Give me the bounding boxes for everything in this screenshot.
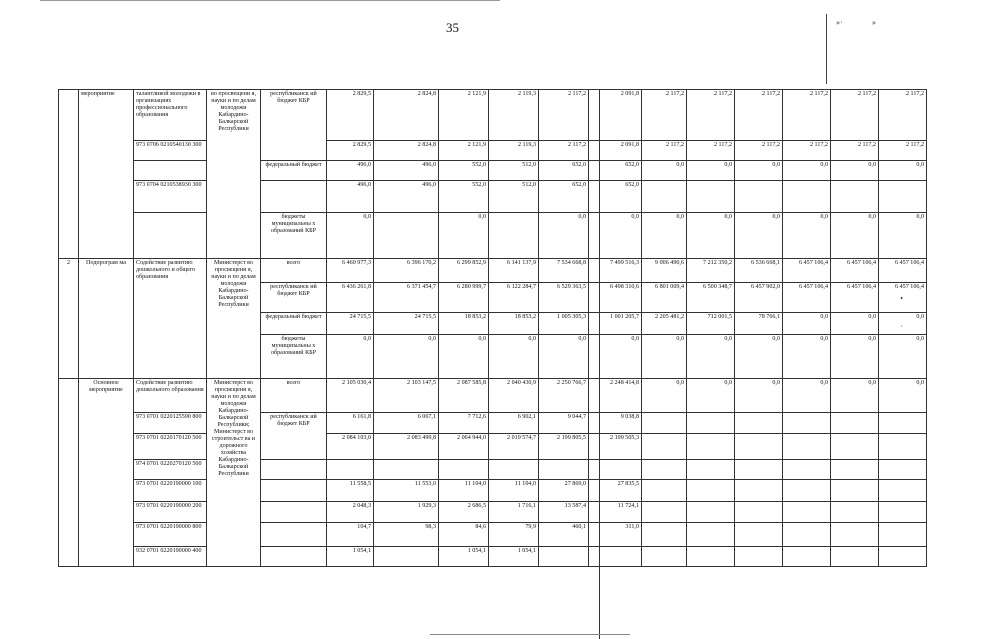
value-cell: 104,7 [327,523,374,547]
value-cell: 496,0 [374,161,439,181]
value-cell: 6 457 106,4 [783,259,831,283]
table-row [59,460,983,480]
value-cell: 2 829,5 [327,141,374,161]
value-cell [539,460,589,480]
value-cell: 552,0 [439,161,489,181]
value-cell: 11 558,5 [327,480,374,502]
value-cell: 6 122 284,7 [489,283,539,313]
value-cell: 2 117,2 [783,90,831,141]
value-cell: 7 212 350,2 [687,259,735,283]
value-cell: 0,0 [327,213,374,259]
value-cell: 2 117,2 [642,90,687,141]
subprogram-number: 2 [59,259,79,379]
source-cell: федеральный бюджет [261,313,327,335]
code-cell: 932 0701 0220190000 400 [134,547,207,567]
value-cell: 0,0 [439,213,489,259]
value-cell: 0,0 [687,213,735,259]
value-cell: 6 536 668,1 [735,259,783,283]
value-cell: 2 117,2 [879,141,927,161]
value-cell [589,460,642,480]
value-cell: 2 117,2 [783,141,831,161]
num-cell [59,90,79,259]
table-row [59,90,983,141]
value-cell [589,547,642,567]
table-row [59,523,983,547]
value-cell: 2 103 147,5 [374,379,439,413]
value-cell: 7 534 668,8 [539,259,589,283]
value-cell: 6 801 009,4 [642,283,687,313]
value-cell: 2 117,2 [831,141,879,161]
value-cell: 0,0 [831,379,879,413]
value-cell: 2 829,5 [327,90,374,141]
value-cell: 6 299 852,9 [439,259,489,283]
value-cell: 9 044,7 [539,413,589,434]
source-cell: республиканск ий бюджет КБР [261,413,327,460]
value-cell: 2 091,8 [589,90,642,141]
page-number: 35 [446,20,459,35]
value-cell: 712 001,5 [687,313,735,335]
value-cell: 18 853,2 [439,313,489,335]
code-cell: 974 0701 0220270120 500 [134,460,207,480]
value-cell [489,460,539,480]
value-cell: 27 835,5 [589,480,642,502]
value-cell: 311,0 [589,523,642,547]
num-cell [59,379,79,567]
corner-mark: » [872,18,876,27]
value-cell: 0,0 [489,335,539,379]
table-row [59,413,983,434]
value-cell: 78 766,1 [735,313,783,335]
value-cell: 0,0 [783,213,831,259]
value-cell: 98,3 [374,523,439,547]
table-row [59,161,983,181]
code-cell: 973 0701 0220190000 100 [134,480,207,502]
value-cell: 0,0 [589,213,642,259]
code-cell [134,161,207,181]
value-cell: 0,0 [589,335,642,379]
source-cell: всего [261,259,327,283]
table-row [59,379,983,413]
value-cell: 0,0 [642,335,687,379]
table-row [59,502,983,523]
value-cell: 652,0 [589,161,642,181]
code-cell [134,213,207,259]
table-row [59,434,983,460]
value-cell: 2 091,8 [589,141,642,161]
value-cell: 0,0 [735,213,783,259]
value-cell: 2 199 805,5 [539,434,589,460]
subprogram-title: Подпрограм ма [79,259,134,379]
subprogram-name: Содействие развитию дошкольного и общего образования [134,259,207,379]
value-cell: 1 054,1 [327,547,374,567]
value-cell: 6 529 363,5 [539,283,589,313]
side-mark: • [900,294,903,303]
value-cell: 2 121,9 [439,90,489,141]
value-cell [374,213,439,259]
value-cell: 2 248 414,8 [589,379,642,413]
code-cell: 973 0701 0220190000 200 [134,502,207,523]
value-cell: 2 199 505,3 [589,434,642,460]
value-cell: 6 457 106,4 [831,283,879,313]
value-cell: 24 715,5 [374,313,439,335]
value-cell: 7 499 516,3 [589,259,642,283]
margin-rule [826,14,827,84]
value-cell: 0,0 [879,213,927,259]
side-mark: · [900,322,903,331]
source-cell: республиканск ий бюджет КБР [261,283,327,313]
value-cell [539,547,589,567]
value-cell: 2 117,2 [687,90,735,141]
value-cell: 27 869,0 [539,480,589,502]
value-cell: 0,0 [879,161,927,181]
value-cell: 2 040 430,9 [489,379,539,413]
value-cell: 0,0 [831,313,879,335]
value-cell: 1 054,1 [489,547,539,567]
value-cell: 9 038,8 [589,413,642,434]
code-cell: 973 0701 0220125590 800 [134,413,207,434]
value-cell: 496,0 [327,181,374,213]
corner-mark: »· [836,18,843,27]
value-cell: 6 500 348,7 [687,283,735,313]
value-cell: 6 457 106,4 [879,259,927,283]
code-cell: 973 0704 0210538930 300 [134,181,207,213]
value-cell: 2 117,2 [735,90,783,141]
value-cell: 2 064 944,0 [439,434,489,460]
value-cell: 2 119,3 [489,90,539,141]
value-cell: 6 371 454,7 [374,283,439,313]
value-cell: 0,0 [735,379,783,413]
value-cell: 6 457 106,4 [783,283,831,313]
value-cell: 2 105 030,4 [327,379,374,413]
value-cell: 2 117,2 [879,90,927,141]
value-cell: 0,0 [687,335,735,379]
value-cell: 0,0 [879,335,927,379]
value-cell: 0,0 [831,161,879,181]
value-cell: 0,0 [831,213,879,259]
value-cell: 0,0 [735,335,783,379]
value-cell: 0,0 [783,313,831,335]
value-cell: 2 083 499,8 [374,434,439,460]
value-cell: 0,0 [831,335,879,379]
table-row [59,213,983,259]
value-cell: 6 396 170,2 [374,259,439,283]
value-cell: 2 686,5 [439,502,489,523]
value-cell: 0,0 [879,379,927,413]
value-cell: 0,0 [439,335,489,379]
value-cell: 9 006 490,6 [642,259,687,283]
value-cell: 24 715,5 [327,313,374,335]
value-cell: 2 117,2 [642,141,687,161]
value-cell: 13 587,4 [539,502,589,523]
value-cell: 0,0 [642,379,687,413]
value-cell [327,460,374,480]
table-row [59,480,983,502]
value-cell: 0,0 [879,313,927,335]
value-cell: 2 205 481,2 [642,313,687,335]
value-cell: 460,1 [539,523,589,547]
value-cell: 2 117,2 [687,141,735,161]
value-cell: 2 824,8 [374,90,439,141]
code-cell: 973 0706 0210540130 300 [134,141,207,161]
value-cell: 652,0 [539,161,589,181]
value-cell: 2 019 574,7 [489,434,539,460]
code-cell: 973 0701 0220170120 500 [134,434,207,460]
row-title: мероприятие [79,90,134,259]
table-row [59,181,983,213]
value-cell: 512,0 [489,181,539,213]
value-cell: 79,9 [489,523,539,547]
value-cell: 2 084 103,0 [327,434,374,460]
value-cell: 6 457 106,4 [831,259,879,283]
value-cell: 6 141 137,9 [489,259,539,283]
value-cell: 7 712,6 [439,413,489,434]
value-cell: 496,0 [327,161,374,181]
value-cell: 11 104,0 [489,480,539,502]
value-cell: 0,0 [687,379,735,413]
value-cell [489,213,539,259]
main-activity-title: Основное мероприятие [79,379,134,567]
value-cell: 0,0 [783,335,831,379]
source-cell: республиканск ий бюджет КБР [261,90,327,161]
source-cell: бюджеты муниципальны х образований КБР [261,213,327,259]
value-cell: 6 902,1 [489,413,539,434]
value-cell: 6 457 106,4 [879,283,927,313]
value-cell: 0,0 [642,161,687,181]
value-cell: 2 119,3 [489,141,539,161]
executor-cell: во просвещени я, науки и по делам молодежи Кабардино-Балкарской Республики [207,90,261,259]
value-cell: 6 161,8 [327,413,374,434]
value-cell: 0,0 [642,213,687,259]
table-row [59,141,983,161]
value-cell: 0,0 [783,379,831,413]
main-activity-name: Содействие развитию дошкольного образования [134,379,207,413]
value-cell: 2 117,2 [539,141,589,161]
value-cell: 496,0 [374,181,439,213]
source-cell: федеральный бюджет [261,161,327,181]
value-cell: 2 121,9 [439,141,489,161]
source-cell: бюджеты муниципальны х образований КБР [261,335,327,379]
value-cell: 0,0 [735,161,783,181]
row-name: талантливой молодежи в организациях профессионального образования [134,90,207,141]
value-cell: 18 853,2 [489,313,539,335]
executor-cell: Министерст во просвещени я, науки и по делам молодежи Кабардино-Балкарской Республики; Министерст во строительст ва и дорожного хозяйства Кабардино-Балкарской Республики [207,379,261,567]
code-cell: 973 0701 0220190000 800 [134,523,207,547]
value-cell: 6 498 310,6 [589,283,642,313]
program-finance-table [58,89,983,567]
value-cell: 2 048,3 [327,502,374,523]
value-cell [374,547,439,567]
value-cell: 2 117,2 [735,141,783,161]
value-cell: 512,0 [489,161,539,181]
value-cell: 11 553,0 [374,480,439,502]
value-cell: 552,0 [439,181,489,213]
value-cell: 0,0 [539,213,589,259]
value-cell: 6 067,1 [374,413,439,434]
table-row [59,547,983,567]
value-cell: 1 929,3 [374,502,439,523]
source-cell [261,181,327,213]
value-cell: 84,6 [439,523,489,547]
value-cell: 1 001 205,7 [589,313,642,335]
value-cell: 2 824,8 [374,141,439,161]
value-cell: 2 117,2 [831,90,879,141]
source-cell: всего [261,379,327,413]
value-cell: 1 005 305,3 [539,313,589,335]
value-cell: 6 436 261,8 [327,283,374,313]
value-cell: 652,0 [539,181,589,213]
table-row [59,259,983,283]
value-cell: 2 117,2 [539,90,589,141]
value-cell: 0,0 [539,335,589,379]
value-cell: 6 280 999,7 [439,283,489,313]
value-cell: 6 460 977,3 [327,259,374,283]
value-cell: 0,0 [783,161,831,181]
value-cell: 2 250 766,7 [539,379,589,413]
value-cell: 11 104,0 [439,480,489,502]
value-cell: 11 724,1 [589,502,642,523]
value-cell: 0,0 [374,335,439,379]
value-cell: 2 087 585,8 [439,379,489,413]
value-cell: 1 716,1 [489,502,539,523]
value-cell: 0,0 [687,161,735,181]
value-cell: 1 054,1 [439,547,489,567]
value-cell: 0,0 [327,335,374,379]
executor-cell: Министерст во просвещени я, науки и по делам молодежи Кабардино-Балкарской Республики [207,259,261,379]
value-cell [374,460,439,480]
value-cell: 6 457 902,0 [735,283,783,313]
value-cell: 652,0 [589,181,642,213]
value-cell [439,460,489,480]
